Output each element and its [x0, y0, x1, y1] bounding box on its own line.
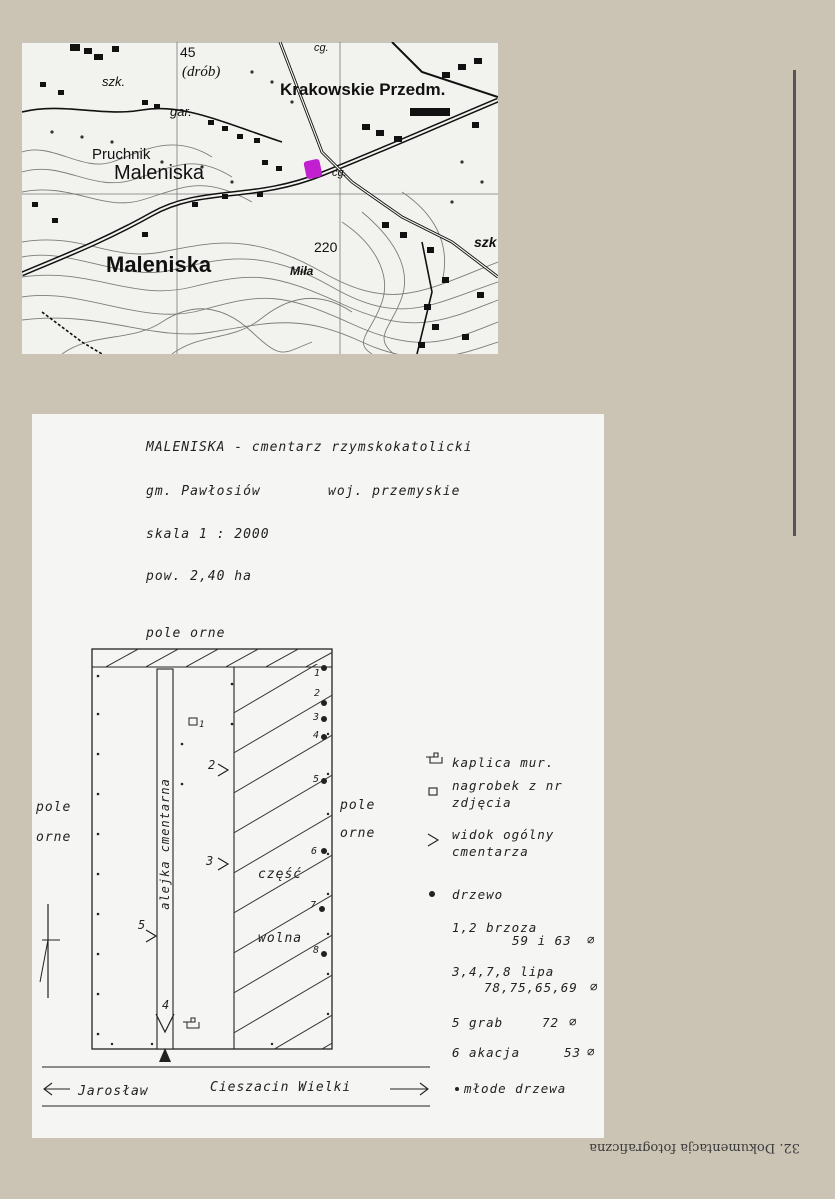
- tree-number-8: 8: [313, 945, 321, 956]
- road-label-cieszacin: Cieszacin Wielki: [210, 1080, 352, 1095]
- right-label-pole: pole: [340, 798, 376, 813]
- tree-5: [321, 778, 327, 784]
- legend-young-tree-icon: [455, 1087, 459, 1091]
- tree-7: [319, 906, 325, 912]
- plan-top-label: pole orne: [146, 626, 226, 641]
- view-number-4: 4: [162, 998, 171, 1012]
- tree-2: [321, 700, 327, 706]
- legend-hornbeam-1: 5 grab: [452, 1015, 504, 1030]
- gate-icon: [159, 1048, 171, 1062]
- tree-3: [321, 716, 327, 722]
- plan-title: MALENISKA - cmentarz rzymskokatolicki: [146, 440, 473, 455]
- map-label-45: 45: [180, 44, 196, 60]
- legend-young-trees: młode drzewa: [464, 1081, 567, 1096]
- tree-4: [321, 734, 327, 740]
- legend-grave-icon: [429, 788, 437, 795]
- tree-number-1: 1: [314, 668, 322, 679]
- map-label-cg-1: cg.: [314, 42, 329, 54]
- map-label-szk-2: szk: [474, 234, 497, 250]
- legend-diameter-1: ⌀: [587, 932, 596, 947]
- view-arrow-5: [146, 930, 156, 942]
- cemetery-plan-sheet: [32, 414, 604, 1138]
- legend-diameter-2: ⌀: [590, 979, 599, 994]
- grave-icon: [189, 718, 197, 725]
- map-label-pruchnik: Pruchnik: [92, 146, 151, 163]
- map-label-220: 220: [314, 239, 338, 255]
- legend-grave-2: zdjęcia: [452, 795, 512, 810]
- legend-chapel-icon: [426, 753, 442, 763]
- free-part-label-1: część: [258, 867, 303, 882]
- tree-dots: [319, 665, 327, 957]
- legend-birch-2: 59 i 63: [512, 933, 572, 948]
- map-label-maleniska-small: Maleniska: [114, 162, 205, 184]
- legend-tree: drzewo: [452, 887, 504, 902]
- tree-number-6: 6: [311, 846, 319, 857]
- view-number-5: 5: [138, 918, 147, 932]
- view-number-3: 3: [206, 854, 215, 868]
- legend-acacia-1: 6 akacja: [452, 1045, 521, 1060]
- topographic-map: [22, 42, 498, 354]
- legend-grave-1: nagrobek z nr: [452, 778, 563, 793]
- tree-number-4: 4: [313, 730, 321, 741]
- map-label-szk-1: szk.: [102, 74, 126, 89]
- map-label-gar: gar.: [170, 104, 192, 119]
- legend-linden-2: 78,75,65,69: [484, 980, 578, 995]
- legend-birch-1: 1,2 brzoza: [452, 920, 538, 935]
- tree-number-3: 3: [313, 712, 321, 723]
- legend-view-2: cmentarza: [452, 844, 529, 859]
- alley-label: alejka cmentarna: [158, 778, 172, 910]
- legend-acacia-2: 53: [564, 1045, 582, 1060]
- tree-number-5: 5: [313, 774, 321, 785]
- page-footer: 32. Dokumentacja fotograficzna: [589, 1140, 800, 1155]
- tree-number-7: 7: [310, 900, 318, 911]
- tree-1: [321, 665, 327, 671]
- view-arrow-3: [218, 858, 228, 870]
- map-label-mila: Miła: [290, 264, 314, 278]
- view-number-2: 2: [208, 758, 217, 772]
- plan-area: pow. 2,40 ha: [146, 569, 252, 584]
- binding-line: [793, 70, 796, 536]
- tree-8: [321, 951, 327, 957]
- road-label-jaroslaw: Jarosław: [78, 1084, 149, 1099]
- right-label-orne: orne: [340, 826, 376, 841]
- legend-tree-icon: [429, 891, 435, 897]
- left-label-pole: pole: [36, 800, 72, 815]
- tree-number-2: 2: [314, 688, 322, 699]
- left-label-orne: orne: [36, 830, 72, 845]
- map-label-cg-2: cg.: [332, 167, 347, 179]
- legend-diameter-3: ⌀: [569, 1014, 578, 1029]
- free-part-label-2: wolna: [258, 931, 303, 946]
- plan-scale: skala 1 : 2000: [146, 527, 270, 542]
- legend-view-1: widok ogólny: [452, 827, 555, 842]
- chapel-icon: [183, 1018, 199, 1028]
- plan-gmina: gm. Pawłosiów: [146, 484, 261, 499]
- grave-number: 1: [199, 720, 206, 730]
- legend-chapel: kaplica mur.: [452, 755, 555, 770]
- legend-view-icon: [428, 834, 438, 846]
- plan-woj: woj. przemyskie: [328, 484, 461, 499]
- map-label-krakowskie: Krakowskie Przedm.: [280, 80, 446, 99]
- view-arrow-2: [218, 764, 228, 776]
- legend-linden-1: 3,4,7,8 lipa: [452, 964, 555, 979]
- legend-diameter-4: ⌀: [587, 1044, 596, 1059]
- map-label-maleniska-big: Maleniska: [106, 252, 212, 277]
- tree-6: [321, 848, 327, 854]
- cemetery-marker: [303, 159, 322, 180]
- legend-hornbeam-2: 72: [542, 1015, 560, 1030]
- cemetery-outline: [92, 649, 332, 1049]
- map-label-drob: (drób): [182, 64, 221, 80]
